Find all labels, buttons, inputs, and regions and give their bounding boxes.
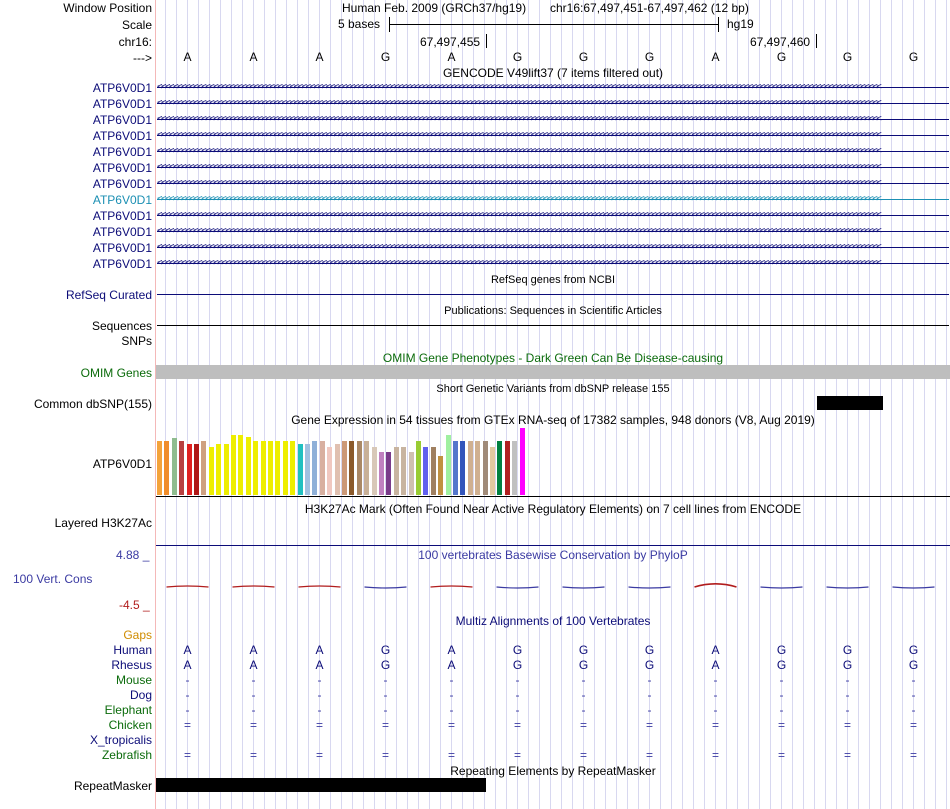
- species-label[interactable]: Gaps: [123, 628, 152, 642]
- phylop-title: 100 vertebrates Basewise Conservation by PhyloP: [418, 548, 688, 562]
- alignment-base: =: [249, 748, 257, 762]
- gene-label[interactable]: ATP6V0D1: [92, 129, 152, 143]
- alignment-base: A: [711, 643, 720, 657]
- alignment-base: A: [249, 643, 258, 657]
- alignment-base: -: [317, 703, 322, 717]
- alignment-base: G: [380, 658, 391, 672]
- species-label[interactable]: Human: [113, 643, 152, 657]
- alignment-base: =: [777, 748, 785, 762]
- scale-db: hg19: [727, 17, 754, 31]
- alignment-base: =: [249, 718, 257, 732]
- gene-label[interactable]: ATP6V0D1: [92, 209, 152, 223]
- alignment-base: =: [711, 748, 719, 762]
- base-letter: G: [842, 50, 853, 64]
- alignment-base: A: [711, 658, 720, 672]
- alignment-base: -: [845, 703, 850, 717]
- alignment-base: =: [777, 718, 785, 732]
- dbsnp-title: Short Genetic Variants from dbSNP release 155: [436, 383, 670, 395]
- alignment-base: =: [579, 718, 587, 732]
- alignment-base: -: [779, 688, 784, 702]
- alignment-base: -: [383, 673, 388, 687]
- alignment-base: -: [713, 703, 718, 717]
- species-label[interactable]: Chicken: [108, 718, 152, 732]
- alignment-base: G: [908, 658, 919, 672]
- gene-label[interactable]: ATP6V0D1: [92, 161, 152, 175]
- base-letter: A: [249, 50, 258, 64]
- phylop-mark[interactable]: [827, 587, 869, 588]
- alignment-base: -: [251, 673, 256, 687]
- alignment-base: G: [842, 643, 853, 657]
- alignment-base: =: [513, 748, 521, 762]
- gene-label[interactable]: ATP6V0D1: [92, 225, 152, 239]
- alignment-base: G: [908, 643, 919, 657]
- alignment-base: =: [381, 718, 389, 732]
- alignment-base: -: [449, 703, 454, 717]
- gene-label[interactable]: ATP6V0D1: [92, 257, 152, 271]
- base-letter: A: [447, 50, 456, 64]
- alignment-base: -: [911, 688, 916, 702]
- species-label[interactable]: Rhesus: [111, 658, 152, 672]
- alignment-base: G: [512, 658, 523, 672]
- alignment-base: -: [713, 688, 718, 702]
- alignment-base: A: [447, 643, 456, 657]
- alignment-base: =: [183, 748, 191, 762]
- phylop-ymin: -4.5 _: [119, 598, 150, 612]
- alignment-base: =: [447, 718, 455, 732]
- gene-label[interactable]: ATP6V0D1: [92, 177, 152, 191]
- alignment-base: -: [647, 688, 652, 702]
- species-label[interactable]: X_tropicalis: [89, 733, 152, 747]
- strand-arrows: <<<<<<<<<<<<<<<<<<<<<<<<<<<<<<<<<<<<<<<<<<<<<<<<<<<<<<<<<<<<<<<<<<<<<<<<<<<<<<<<<<<<<<<<<<<<<<<<<<<<<<<<<<<<<<<<<<<<<<<<<<<<<<<<<<<<<<<<<<<<<<<<<<<<<<<<<<<<<<<<<<<<<<<<<<<<<<<<<<<<: [157, 131, 881, 140]
- alignment-base: =: [381, 748, 389, 762]
- species-label[interactable]: Zebrafish: [101, 748, 152, 762]
- strand-arrows: <<<<<<<<<<<<<<<<<<<<<<<<<<<<<<<<<<<<<<<<<<<<<<<<<<<<<<<<<<<<<<<<<<<<<<<<<<<<<<<<<<<<<<<<<<<<<<<<<<<<<<<<<<<<<<<<<<<<<<<<<<<<<<<<<<<<<<<<<<<<<<<<<<<<<<<<<<<<<<<<<<<<<<<<<<<<<<<<<<<<: [157, 259, 881, 268]
- alignment-base: G: [578, 658, 589, 672]
- alignment-base: -: [515, 688, 520, 702]
- alignment-base: -: [185, 688, 190, 702]
- strand-arrows: <<<<<<<<<<<<<<<<<<<<<<<<<<<<<<<<<<<<<<<<<<<<<<<<<<<<<<<<<<<<<<<<<<<<<<<<<<<<<<<<<<<<<<<<<<<<<<<<<<<<<<<<<<<<<<<<<<<<<<<<<<<<<<<<<<<<<<<<<<<<<<<<<<<<<<<<<<<<<<<<<<<<<<<<<<<<<<<<<<<<: [157, 211, 881, 220]
- phylop-mark[interactable]: [431, 586, 473, 587]
- alignment-base: -: [581, 703, 586, 717]
- phylop-mark[interactable]: [695, 584, 737, 587]
- strand-arrows: <<<<<<<<<<<<<<<<<<<<<<<<<<<<<<<<<<<<<<<<<<<<<<<<<<<<<<<<<<<<<<<<<<<<<<<<<<<<<<<<<<<<<<<<<<<<<<<<<<<<<<<<<<<<<<<<<<<<<<<<<<<<<<<<<<<<<<<<<<<<<<<<<<<<<<<<<<<<<<<<<<<<<<<<<<<<<<<<<<<<: [157, 243, 881, 252]
- strand-label: --->: [133, 51, 152, 65]
- refseq-title: RefSeq genes from NCBI: [490, 274, 616, 286]
- alignment-base: -: [581, 673, 586, 687]
- phylop-mark[interactable]: [761, 587, 803, 588]
- pubs-title: Publications: Sequences in Scientific Articles: [444, 305, 662, 317]
- alignment-base: =: [183, 718, 191, 732]
- phylop-mark[interactable]: [167, 586, 209, 587]
- phylop-label[interactable]: 100 Vert. Cons: [13, 572, 93, 586]
- strand-arrows: <<<<<<<<<<<<<<<<<<<<<<<<<<<<<<<<<<<<<<<<<<<<<<<<<<<<<<<<<<<<<<<<<<<<<<<<<<<<<<<<<<<<<<<<<<<<<<<<<<<<<<<<<<<<<<<<<<<<<<<<<<<<<<<<<<<<<<<<<<<<<<<<<<<<<<<<<<<<<<<<<<<<<<<<<<<<<<<<<<<<: [157, 99, 881, 108]
- alignment-base: G: [578, 643, 589, 657]
- strand-arrows: <<<<<<<<<<<<<<<<<<<<<<<<<<<<<<<<<<<<<<<<<<<<<<<<<<<<<<<<<<<<<<<<<<<<<<<<<<<<<<<<<<<<<<<<<<<<<<<<<<<<<<<<<<<<<<<<<<<<<<<<<<<<<<<<<<<<<<<<<<<<<<<<<<<<<<<<<<<<<<<<<<<<<<<<<<<<<<<<<<<<: [157, 195, 881, 204]
- dbsnp-label[interactable]: Common dbSNP(155): [33, 397, 152, 411]
- alignment-base: =: [843, 718, 851, 732]
- alignment-base: -: [779, 703, 784, 717]
- strand-arrows: <<<<<<<<<<<<<<<<<<<<<<<<<<<<<<<<<<<<<<<<<<<<<<<<<<<<<<<<<<<<<<<<<<<<<<<<<<<<<<<<<<<<<<<<<<<<<<<<<<<<<<<<<<<<<<<<<<<<<<<<<<<<<<<<<<<<<<<<<<<<<<<<<<<<<<<<<<<<<<<<<<<<<<<<<<<<<<<<<<<<: [157, 147, 881, 156]
- alignment-base: G: [776, 643, 787, 657]
- refseq-label[interactable]: RefSeq Curated: [65, 288, 152, 302]
- alignment-base: -: [911, 673, 916, 687]
- gene-label[interactable]: ATP6V0D1: [92, 193, 152, 207]
- phylop-mark[interactable]: [497, 587, 539, 588]
- alignment-base: -: [449, 688, 454, 702]
- base-letter: G: [644, 50, 655, 64]
- omim-title: OMIM Gene Phenotypes - Dark Green Can Be Disease-causing: [382, 351, 724, 365]
- alignment-base: =: [645, 718, 653, 732]
- alignment-base: -: [911, 703, 916, 717]
- coord-label-2: 67,497,460: [750, 35, 811, 49]
- base-letter: G: [578, 50, 589, 64]
- omim-label[interactable]: OMIM Genes: [80, 366, 152, 380]
- phylop-mark[interactable]: [563, 587, 605, 588]
- alignment-base: -: [383, 703, 388, 717]
- alignment-base: -: [449, 673, 454, 687]
- alignment-base: -: [185, 673, 190, 687]
- alignment-base: G: [776, 658, 787, 672]
- alignment-base: G: [644, 658, 655, 672]
- chr-label: chr16:: [118, 35, 152, 49]
- alignment-base: =: [315, 748, 323, 762]
- phylop-ymax: 4.88 _: [116, 548, 150, 562]
- pubs-label[interactable]: Sequences: [91, 319, 152, 333]
- phylop-mark[interactable]: [365, 587, 407, 588]
- snps-label[interactable]: SNPs: [121, 334, 152, 348]
- alignment-base: G: [380, 643, 391, 657]
- base-letter: G: [512, 50, 523, 64]
- alignment-base: -: [845, 688, 850, 702]
- assembly-title: Human Feb. 2009 (GRCh37/hg19): [342, 1, 527, 15]
- gtex-title: Gene Expression in 54 tissues from GTEx RNA-seq of 17382 samples, 948 donors (V8, Aug 2019): [291, 413, 815, 427]
- alignment-base: -: [317, 688, 322, 702]
- alignment-base: -: [779, 673, 784, 687]
- alignment-base: =: [513, 718, 521, 732]
- alignment-base: -: [515, 703, 520, 717]
- alignment-base: A: [183, 643, 192, 657]
- gene-label[interactable]: ATP6V0D1: [92, 241, 152, 255]
- base-letter: A: [711, 50, 720, 64]
- position-readout: chr16:67,497,451-67,497,462 (12 bp): [550, 1, 749, 15]
- base-letter: A: [183, 50, 192, 64]
- window-position-label: Window Position: [63, 1, 152, 15]
- phylop-mark[interactable]: [629, 587, 671, 588]
- gene-label[interactable]: ATP6V0D1: [92, 113, 152, 127]
- alignment-base: A: [315, 658, 324, 672]
- strand-arrows: <<<<<<<<<<<<<<<<<<<<<<<<<<<<<<<<<<<<<<<<<<<<<<<<<<<<<<<<<<<<<<<<<<<<<<<<<<<<<<<<<<<<<<<<<<<<<<<<<<<<<<<<<<<<<<<<<<<<<<<<<<<<<<<<<<<<<<<<<<<<<<<<<<<<<<<<<<<<<<<<<<<<<<<<<<<<<<<<<<<<: [157, 83, 881, 92]
- repeat-element[interactable]: [156, 778, 486, 792]
- alignment-base: =: [447, 748, 455, 762]
- species-label[interactable]: Mouse: [115, 673, 152, 687]
- alignment-base: =: [579, 748, 587, 762]
- gtex-label[interactable]: ATP6V0D1: [92, 457, 152, 471]
- gencode-title: GENCODE V49lift37 (7 items filtered out): [442, 66, 664, 80]
- gene-label[interactable]: ATP6V0D1: [92, 145, 152, 159]
- alignment-base: A: [183, 658, 192, 672]
- gene-label[interactable]: ATP6V0D1: [92, 97, 152, 111]
- alignment-base: A: [249, 658, 258, 672]
- base-letter: G: [776, 50, 787, 64]
- alignment-base: -: [383, 688, 388, 702]
- strand-arrows: <<<<<<<<<<<<<<<<<<<<<<<<<<<<<<<<<<<<<<<<<<<<<<<<<<<<<<<<<<<<<<<<<<<<<<<<<<<<<<<<<<<<<<<<<<<<<<<<<<<<<<<<<<<<<<<<<<<<<<<<<<<<<<<<<<<<<<<<<<<<<<<<<<<<<<<<<<<<<<<<<<<<<<<<<<<<<<<<<<<<: [157, 179, 881, 188]
- alignment-base: -: [647, 703, 652, 717]
- alignment-base: =: [909, 718, 917, 732]
- alignment-base: -: [845, 673, 850, 687]
- coord-label-1: 67,497,455: [420, 35, 481, 49]
- strand-arrows: <<<<<<<<<<<<<<<<<<<<<<<<<<<<<<<<<<<<<<<<<<<<<<<<<<<<<<<<<<<<<<<<<<<<<<<<<<<<<<<<<<<<<<<<<<<<<<<<<<<<<<<<<<<<<<<<<<<<<<<<<<<<<<<<<<<<<<<<<<<<<<<<<<<<<<<<<<<<<<<<<<<<<<<<<<<<<<<<<<<<: [157, 163, 881, 172]
- base-letter: G: [908, 50, 919, 64]
- base-letter: A: [315, 50, 324, 64]
- alignment-base: -: [185, 703, 190, 717]
- alignment-base: =: [315, 718, 323, 732]
- strand-arrows: <<<<<<<<<<<<<<<<<<<<<<<<<<<<<<<<<<<<<<<<<<<<<<<<<<<<<<<<<<<<<<<<<<<<<<<<<<<<<<<<<<<<<<<<<<<<<<<<<<<<<<<<<<<<<<<<<<<<<<<<<<<<<<<<<<<<<<<<<<<<<<<<<<<<<<<<<<<<<<<<<<<<<<<<<<<<<<<<<<<<: [157, 227, 881, 236]
- strand-arrows: <<<<<<<<<<<<<<<<<<<<<<<<<<<<<<<<<<<<<<<<<<<<<<<<<<<<<<<<<<<<<<<<<<<<<<<<<<<<<<<<<<<<<<<<<<<<<<<<<<<<<<<<<<<<<<<<<<<<<<<<<<<<<<<<<<<<<<<<<<<<<<<<<<<<<<<<<<<<<<<<<<<<<<<<<<<<<<<<<<<<: [157, 115, 881, 124]
- alignment-base: -: [647, 673, 652, 687]
- alignment-base: -: [713, 673, 718, 687]
- h3k27ac-title: H3K27Ac Mark (Often Found Near Active Regulatory Elements) on 7 cell lines from ENCODE: [304, 502, 802, 516]
- alignment-base: G: [512, 643, 523, 657]
- alignment-base: G: [644, 643, 655, 657]
- gene-label[interactable]: ATP6V0D1: [92, 81, 152, 95]
- alignment-base: =: [711, 718, 719, 732]
- alignment-base: -: [251, 703, 256, 717]
- alignment-base: -: [581, 688, 586, 702]
- multiz-title: Multiz Alignments of 100 Vertebrates: [455, 614, 651, 628]
- base-letter: G: [380, 50, 391, 64]
- alignment-base: A: [315, 643, 324, 657]
- scale-label: Scale: [121, 18, 152, 32]
- alignment-base: =: [843, 748, 851, 762]
- alignment-base: =: [909, 748, 917, 762]
- alignment-base: =: [645, 748, 653, 762]
- repeatmasker-title: Repeating Elements by RepeatMasker: [450, 764, 656, 778]
- phylop-mark[interactable]: [893, 587, 935, 588]
- species-label[interactable]: Elephant: [104, 703, 152, 717]
- alignment-base: -: [515, 673, 520, 687]
- alignment-base: G: [842, 658, 853, 672]
- h3k27ac-label[interactable]: Layered H3K27Ac: [54, 516, 152, 530]
- repeatmasker-label[interactable]: RepeatMasker: [73, 779, 152, 793]
- alignment-base: A: [447, 658, 456, 672]
- alignment-base: -: [251, 688, 256, 702]
- phylop-mark[interactable]: [299, 586, 341, 587]
- species-label[interactable]: Dog: [129, 688, 152, 702]
- scale-text: 5 bases: [338, 17, 381, 31]
- phylop-mark[interactable]: [233, 586, 275, 587]
- alignment-base: -: [317, 673, 322, 687]
